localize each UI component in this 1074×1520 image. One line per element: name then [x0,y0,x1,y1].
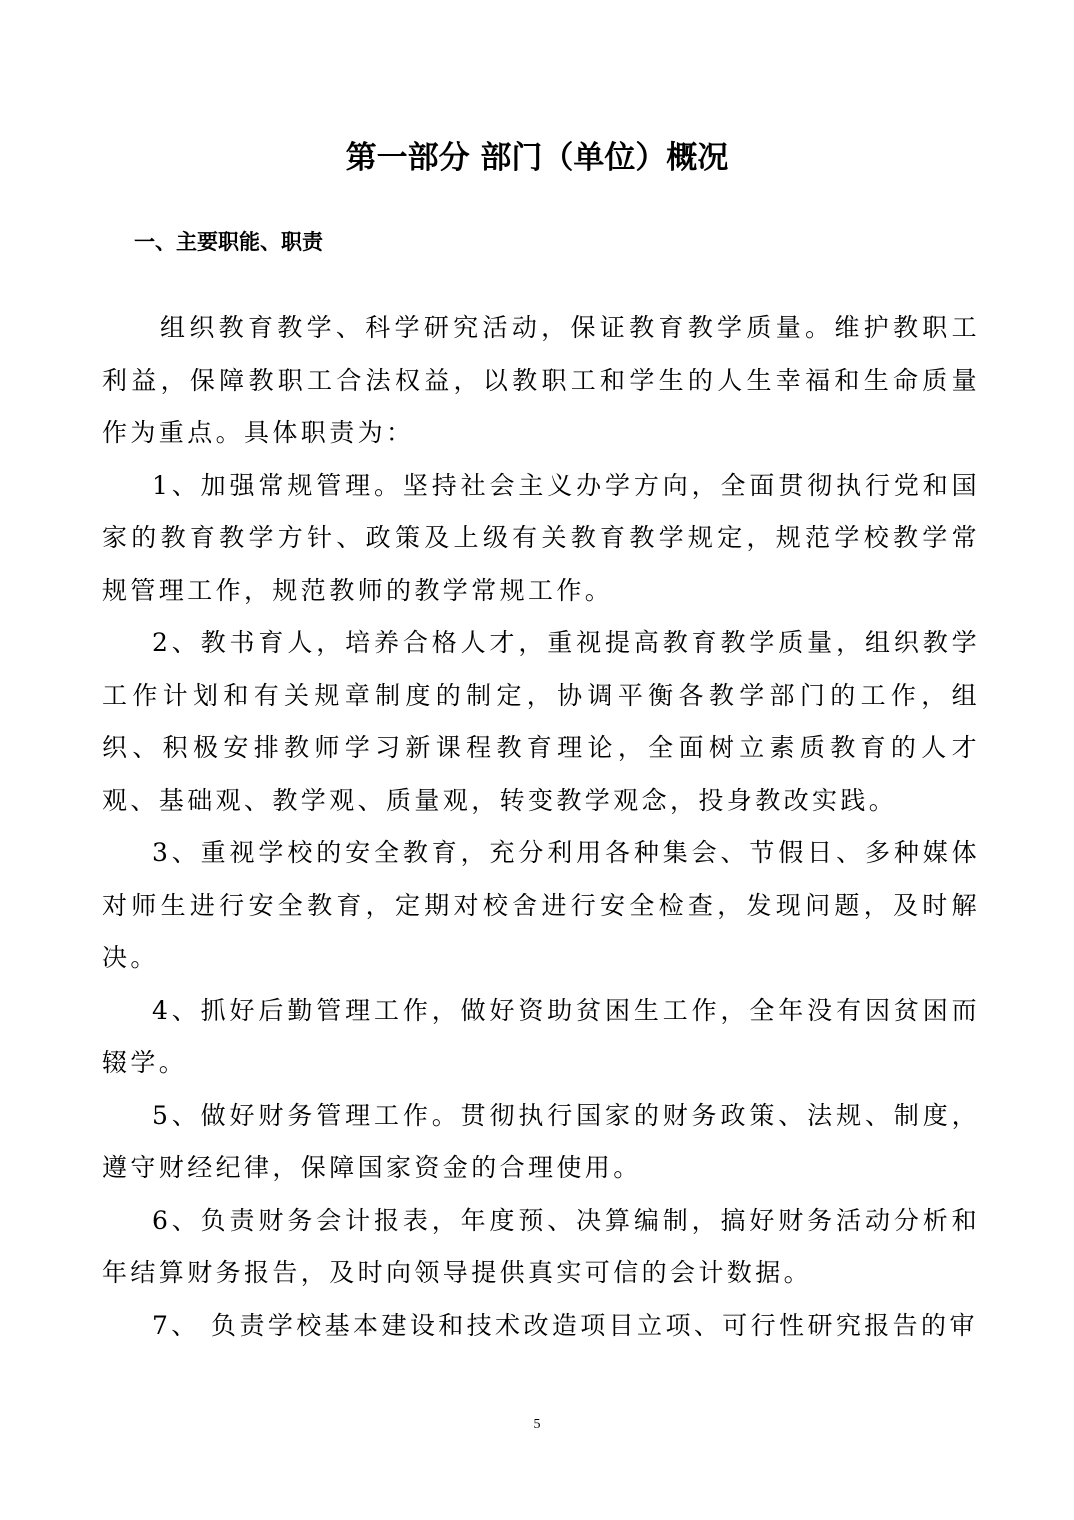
duty-item-3: 3、重视学校的安全教育，充分利用各种集会、节假日、多种媒体对师生进行安全教育，定期对校舍进行安全检查，发现问题，及时解决。 [102,838,980,972]
duty-item-4: 4、抓好后勤管理工作，做好资助贫困生工作，全年没有因贫困而辍学。 [102,995,980,1077]
page-title: 第一部分 部门（单位）概况 [345,140,729,176]
duty-item-1: 1、加强常规管理。坚持社会主义办学方向，全面贯彻执行党和国家的教育教学方针、政策及上级有关教育教学规定，规范学校教学常规管理工作，规范教师的教学常规工作。 [102,470,980,605]
document-body [102,302,980,1352]
page-number: 5 [533,1417,541,1432]
duty-item-6: 6、负责财务会计报表，年度预、决算编制，搞好财务活动分析和年结算财务报告，及时向领导提供真实可信的会计数据。 [102,1205,980,1287]
duty-item-5: 5、做好财务管理工作。贯彻执行国家的财务政策、法规、制度，遵守财经纪律，保障国家资金的合理使用。 [102,1100,980,1182]
intro-paragraph: 组织教育教学、科学研究活动，保证教育教学质量。维护教职工利益，保障教职工合法权益，以教职工和学生的人生幸福和生命质量作为重点。具体职责为： [102,313,980,447]
duty-item-7: 7、 负责学校基本建设和技术改造项目立项、可行性研究报告的审 [152,1310,978,1340]
section-heading: 一、主要职能、职责 [134,230,323,254]
duty-item-2: 2、教书育人，培养合格人才，重视提高教育教学质量，组织教学工作计划和有关规章制度的制定，协调平衡各教学部门的工作，组织、积极安排教师学习新课程教育理论，全面树立素质教育的人才观、基础观、教学观、质量观，转变教学观念，投身教改实践。 [102,628,980,815]
